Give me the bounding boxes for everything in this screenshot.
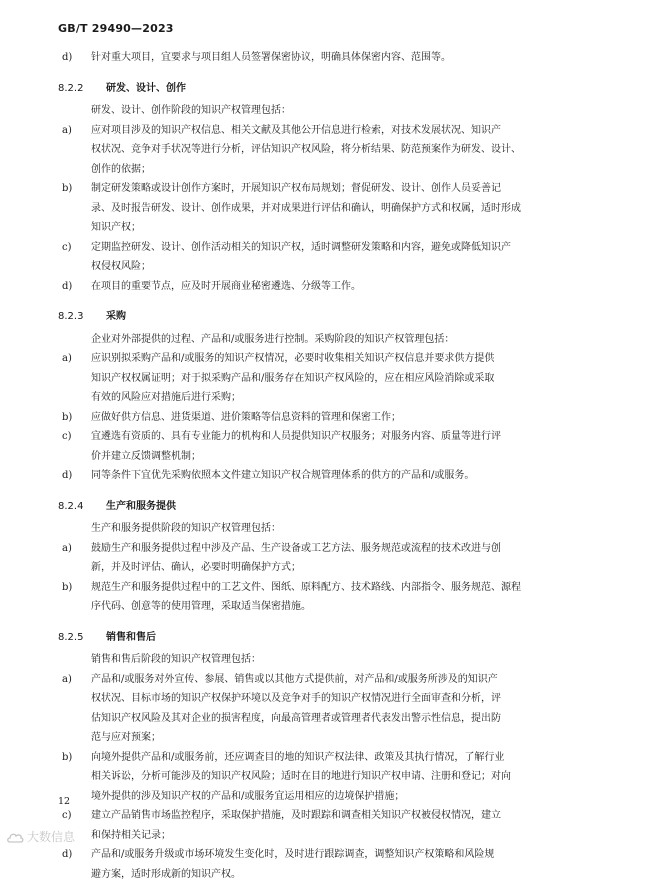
- list-item-b: [58, 748, 598, 807]
- list-marker: c): [58, 806, 91, 845]
- list-text-line: 制定研发策略或设计创作方案时，开展知识产权布局规划；督促研发、设计、创作人员妥善记: [91, 179, 598, 199]
- list-text-line: 产品和/或服务对外宣传、参展、销售或以其他方式提供前，对产品和/或服务所涉及的知识产: [91, 670, 598, 690]
- list-text-line: 同等条件下宜优先采购依照本文件建立知识产权合规管理体系的供方的产品和/或服务。: [91, 466, 598, 486]
- list-text-line: 范与应对预案；: [91, 728, 598, 748]
- list-marker: b): [58, 748, 91, 807]
- list-marker: d): [58, 48, 91, 68]
- list-item-a: [58, 539, 598, 578]
- list-text-line: 创作的依据；: [91, 160, 598, 180]
- list-text-line: 宜遴选有资质的、具有专业能力的机构和人员提供知识产权服务；对服务内容、质量等进行评: [91, 427, 598, 447]
- list-item-c: [58, 238, 598, 277]
- list-text-line: 权侵权风险；: [91, 257, 598, 277]
- list-item-b: [58, 179, 598, 238]
- section-title: 销售和售后: [106, 628, 156, 648]
- page-number: 12: [58, 796, 70, 807]
- section-heading-8-2-4: [58, 497, 598, 517]
- list-text-line: 知识产权权属证明；对于拟采购产品和/服务存在知识产权风险的，应在相应风险消除或采取: [91, 369, 598, 389]
- standard-number: GB/T 29490—2023: [58, 22, 174, 35]
- list-text-line: 权状况、目标市场的知识产权保护环境以及竞争对手的知识产权情况进行全面审查和分析，评: [91, 689, 598, 709]
- list-text-line: 序代码、创意等的使用管理，采取适当保密措施。: [91, 597, 598, 617]
- list-marker: b): [58, 408, 91, 428]
- section-heading-8-2-3: [58, 307, 598, 327]
- section-intro: 企业对外部提供的过程、产品和/或服务进行控制。采购阶段的知识产权管理包括：: [58, 330, 598, 350]
- list-text-line: 应识别拟采购产品和/或服务的知识产权情况，必要时收集相关知识产权信息并要求供方提供: [91, 349, 598, 369]
- list-text-line: 鼓励生产和服务提供过程中涉及产品、生产设备或工艺方法、服务规范或流程的技术改进与创: [91, 539, 598, 559]
- list-marker: a): [58, 349, 91, 408]
- list-marker: b): [58, 578, 91, 617]
- list-text-line: 相关诉讼，分析可能涉及的知识产权风险；适时在目的地进行知识产权申请、注册和登记；对向: [91, 767, 598, 787]
- document-body: [58, 48, 598, 884]
- section-intro: 研发、设计、创作阶段的知识产权管理包括：: [58, 101, 598, 121]
- list-text-line: 权状况、竞争对手状况等进行分析，评估知识产权风险，将分析结果、防范预案作为研发、设计、: [91, 140, 598, 160]
- list-text-line: 在项目的重要节点，应及时开展商业秘密遴选、分级等工作。: [91, 277, 598, 297]
- watermark: [6, 828, 75, 845]
- list-item-d: [58, 277, 598, 297]
- list-text-line: 新，并及时评估、确认，必要时明确保护方式；: [91, 558, 598, 578]
- list-item-b: [58, 408, 598, 428]
- list-item-b: [58, 578, 598, 617]
- list-text-line: 境外提供的涉及知识产权的产品和/或服务宜运用相应的边境保护措施；: [91, 787, 598, 807]
- section-title: 研发、设计、创作: [106, 79, 186, 99]
- list-marker: a): [58, 539, 91, 578]
- section-number: 8.2.2: [58, 79, 106, 99]
- list-text-line: 应对项目涉及的知识产权信息、相关文献及其他公开信息进行检索，对技术发展状况、知识产: [91, 121, 598, 141]
- list-marker: d): [58, 845, 91, 884]
- list-text-line: 产品和/或服务升级或市场环境发生变化时，及时进行跟踪调查，调整知识产权策略和风险规: [91, 845, 598, 865]
- list-item-c: [58, 806, 598, 845]
- list-text-line: 应做好供方信息、进货渠道、进价策略等信息资料的管理和保密工作；: [91, 408, 598, 428]
- list-text-line: 价并建立反馈调整机制；: [91, 447, 598, 467]
- list-item-d: [58, 466, 598, 486]
- list-text-line: 建立产品销售市场监控程序，采取保护措施，及时跟踪和调查相关知识产权被侵权情况，建立: [91, 806, 598, 826]
- list-marker: a): [58, 121, 91, 180]
- list-marker: d): [58, 277, 91, 297]
- list-marker: d): [58, 466, 91, 486]
- section-intro: 生产和服务提供阶段的知识产权管理包括：: [58, 519, 598, 539]
- list-item-d: [58, 48, 598, 68]
- list-item-a: [58, 670, 598, 748]
- list-text-line: 知识产权；: [91, 218, 598, 238]
- list-text-line: 定期监控研发、设计、创作活动相关的知识产权，适时调整研发策略和内容，避免或降低知识产: [91, 238, 598, 258]
- list-text-line: 避方案，适时形成新的知识产权。: [91, 865, 598, 884]
- list-marker: b): [58, 179, 91, 238]
- list-item-c: [58, 427, 598, 466]
- list-text-line: 和保持相关记录；: [91, 826, 598, 846]
- list-item-a: [58, 349, 598, 408]
- section-title: 生产和服务提供: [106, 497, 176, 517]
- list-text-line: 录、及时报告研发、设计、创作成果，并对成果进行评估和确认，明确保护方式和权属，适时形成: [91, 199, 598, 219]
- list-text: 针对重大项目，宜要求与项目组人员签署保密协议，明确具体保密内容、范围等。: [91, 48, 598, 68]
- list-text-line: 有效的风险应对措施后进行采购；: [91, 388, 598, 408]
- section-number: 8.2.3: [58, 307, 106, 327]
- list-text-line: 估知识产权风险及其对企业的损害程度，向最高管理者或管理者代表发出警示性信息，提出防: [91, 709, 598, 729]
- section-title: 采购: [106, 307, 126, 327]
- list-item-a: [58, 121, 598, 180]
- section-number: 8.2.4: [58, 497, 106, 517]
- section-number: 8.2.5: [58, 628, 106, 648]
- list-marker: c): [58, 238, 91, 277]
- section-heading-8-2-5: [58, 628, 598, 648]
- list-marker: c): [58, 427, 91, 466]
- section-heading-8-2-2: [58, 79, 598, 99]
- list-text-line: 规范生产和服务提供过程中的工艺文件、图纸、原料配方、技术路线、内部指令、服务规范、源程: [91, 578, 598, 598]
- cloud-icon: [6, 831, 24, 843]
- section-intro: 销售和售后阶段的知识产权管理包括：: [58, 650, 598, 670]
- list-marker: a): [58, 670, 91, 748]
- watermark-text: 大数信息: [27, 828, 75, 845]
- list-text-line: 向境外提供产品和/或服务前，还应调查目的地的知识产权法律、政策及其执行情况，了解行业: [91, 748, 598, 768]
